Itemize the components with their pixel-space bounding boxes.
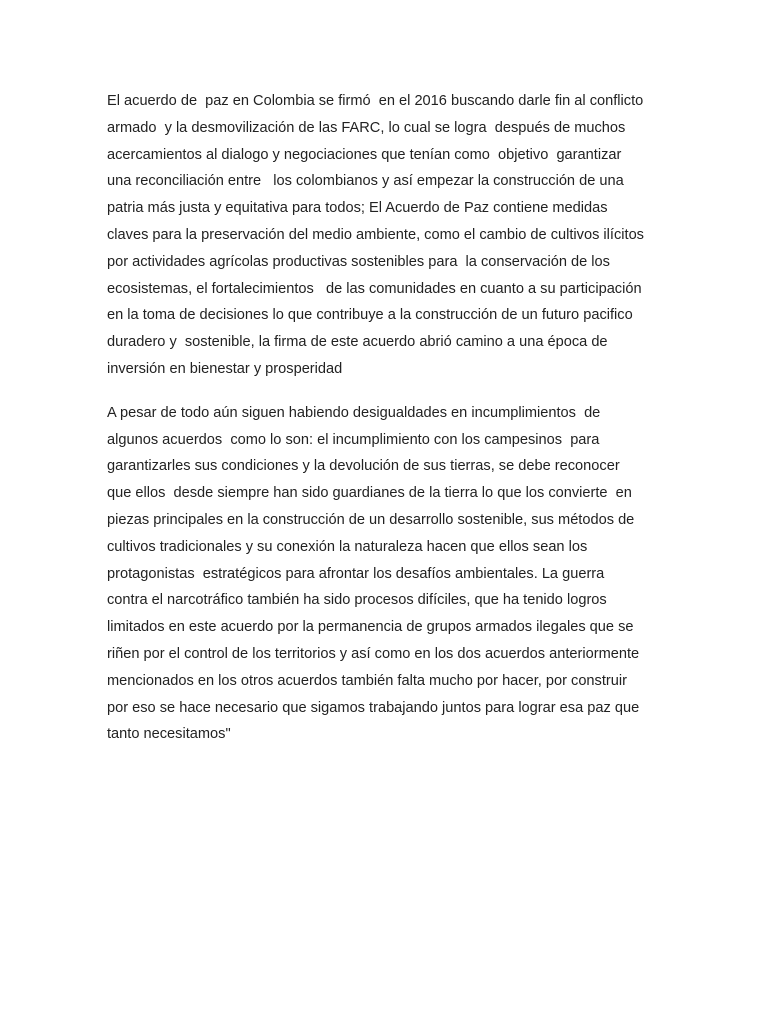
- text-line: protagonistas estratégicos para afrontar los desafíos ambientales. La guerra: [107, 565, 605, 582]
- text-line: ecosistemas, el fortalecimientos de las comunidades en cuanto a su participación: [107, 280, 642, 297]
- text-line: por actividades agrícolas productivas sostenibles para la conservación de los: [107, 253, 610, 270]
- text-line: garantizarles sus condiciones y la devolución de sus tierras, se debe reconocer: [107, 458, 620, 475]
- text-line: inversión en bienestar y prosperidad: [107, 360, 343, 377]
- text-line: en la toma de decisiones lo que contribuye a la construcción de un futuro pacifico: [107, 307, 633, 324]
- text-line: contra el narcotráfico también ha sido procesos difíciles, que ha tenido logros: [107, 592, 607, 609]
- text-line: claves para la preservación del medio ambiente, como el cambio de cultivos ilícitos: [107, 226, 644, 243]
- text-line: patria más justa y equitativa para todos; El Acuerdo de Paz contiene medidas: [107, 200, 608, 217]
- text-line: armado y la desmovilización de las FARC, lo cual se logra después de muchos: [107, 119, 626, 136]
- paragraph-2: [107, 400, 677, 748]
- text-line: acercamientos al dialogo y negociaciones que tenían como objetivo garantizar: [107, 146, 622, 163]
- text-line: riñen por el control de los territorios y así como en los dos acuerdos anteriormente: [107, 645, 640, 662]
- text-line: por eso se hace necesario que sigamos trabajando juntos para lograr esa paz que: [107, 699, 640, 716]
- text-line: A pesar de todo aún siguen habiendo desigualdades en incumplimientos de: [107, 404, 601, 421]
- text-line: cultivos tradicionales y su conexión la naturaleza hacen que ellos sean los: [107, 538, 588, 555]
- text-line: El acuerdo de paz en Colombia se firmó en el 2016 buscando darle fin al conflicto: [107, 93, 644, 109]
- text-line: una reconciliación entre los colombianos y así empezar la construcción de una: [107, 173, 624, 190]
- text-line: limitados en este acuerdo por la permanencia de grupos armados ilegales que se: [107, 619, 634, 636]
- document-body: [107, 88, 677, 765]
- text-line: mencionados en los otros acuerdos también falta mucho por hacer, por construir: [107, 672, 627, 689]
- text-line: que ellos desde siempre han sido guardianes de la tierra lo que los convierte en: [107, 485, 632, 502]
- text-line: algunos acuerdos como lo son: el incumplimiento con los campesinos para: [107, 431, 600, 448]
- text-line: piezas principales en la construcción de un desarrollo sostenible, sus métodos de: [107, 511, 635, 528]
- text-line: tanto necesitamos": [107, 726, 231, 743]
- paragraph-1: [107, 88, 677, 383]
- text-line: duradero y sostenible, la firma de este acuerdo abrió camino a una época de: [107, 334, 608, 351]
